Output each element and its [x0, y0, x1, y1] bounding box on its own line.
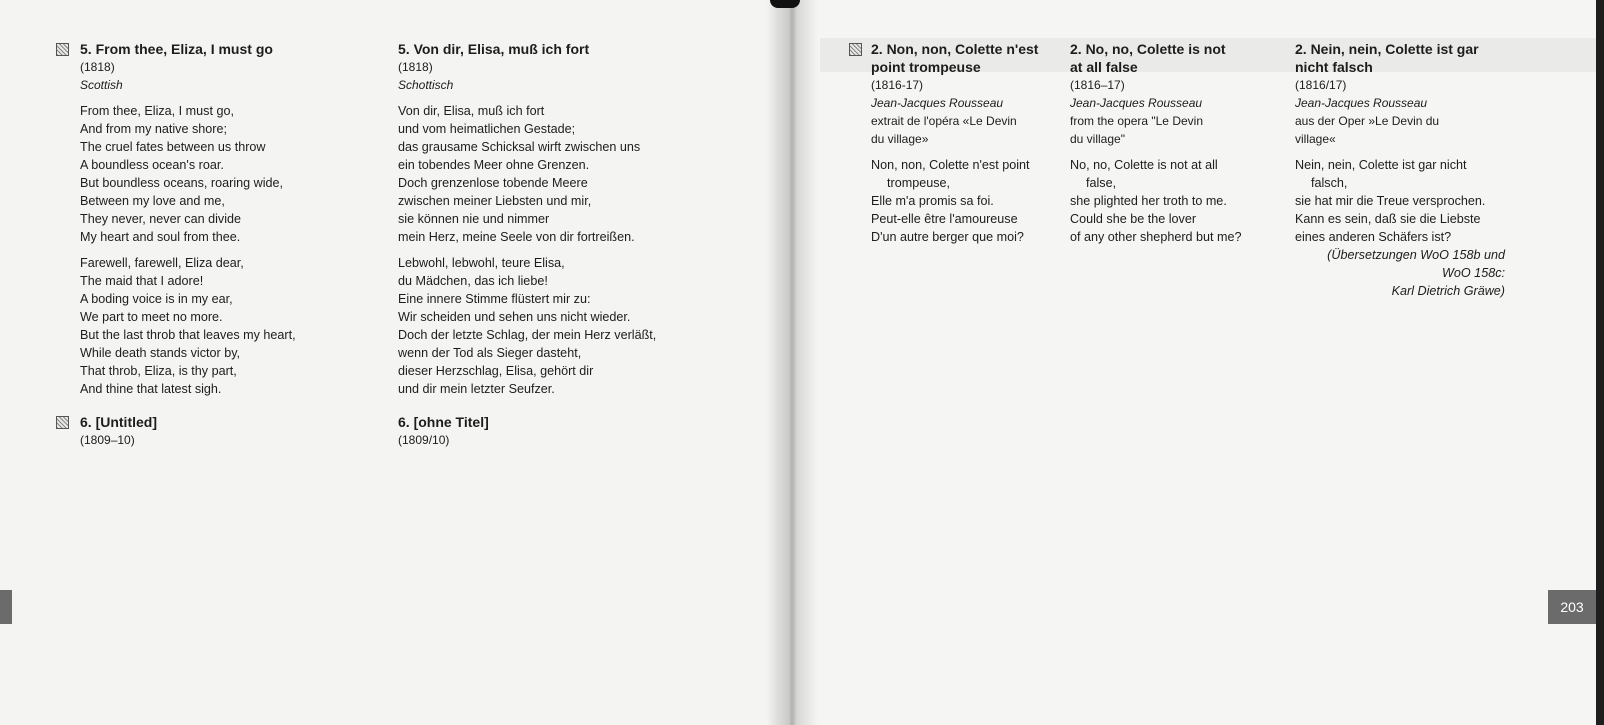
verse-line: My heart and soul from thee. [80, 230, 241, 244]
verse-line: D'un autre berger que moi? [871, 230, 1024, 244]
verse-line: Non, non, Colette n'est point [871, 158, 1030, 172]
verse-line: Could she be the lover [1070, 212, 1197, 226]
song5-year: (1818) [80, 60, 115, 74]
song6-title: 6. [Untitled] [80, 414, 157, 430]
song2-source-en: from the opera "Le Devin [1070, 114, 1203, 128]
song5-title-de: 5. Von dir, Elisa, muß ich fort [398, 41, 590, 57]
song2-year-de: (1816/17) [1295, 78, 1347, 92]
gutter-top-shadow [770, 0, 800, 8]
verse-line: Von dir, Elisa, muß ich fort [398, 104, 545, 118]
song5-type: Scottish [80, 78, 123, 92]
verse-line: The cruel fates between us throw [80, 140, 266, 154]
verse-line: A boding voice is in my ear, [80, 292, 233, 306]
book-gutter [766, 0, 818, 725]
song2-composer-de: Jean-Jacques Rousseau [1295, 96, 1428, 110]
verse-line: From thee, Eliza, I must go, [80, 104, 234, 118]
verse-line: And from my native shore; [80, 122, 227, 136]
verse-line: That throb, Eliza, is thy part, [80, 364, 237, 378]
verse-line: of any other shepherd but me? [1070, 230, 1242, 244]
song2-composer-en: Jean-Jacques Rousseau [1070, 96, 1203, 110]
translation-credit-2: WoO 158c: [1442, 266, 1505, 280]
song5-stanza1 [80, 102, 330, 246]
song2-composer-fr: Jean-Jacques Rousseau [871, 96, 1004, 110]
book-edge [1596, 0, 1604, 725]
verse-line: Lebwohl, lebwohl, teure Elisa, [398, 256, 565, 270]
song5-stanza2 [80, 254, 330, 398]
song5-type-de: Schottisch [398, 78, 454, 92]
verse-line: A boundless ocean's roar. [80, 158, 224, 172]
song5-stanza1-de [398, 102, 688, 246]
verse-line: But the last throb that leaves my heart, [80, 328, 296, 342]
verse-line: das grausame Schicksal wirft zwischen uns [398, 140, 641, 154]
translation-credit-3: Karl Dietrich Gräwe) [1391, 284, 1505, 298]
song5-title: 5. From thee, Eliza, I must go [80, 41, 273, 57]
verse-line: she plighted her troth to me. [1070, 194, 1227, 208]
song2-year-fr: (1816-17) [871, 78, 924, 92]
verse-line: Wir scheiden und sehen uns nicht wieder. [398, 310, 631, 324]
song6-title-de: 6. [ohne Titel] [398, 414, 489, 430]
verse-line: Nein, nein, Colette ist gar nicht [1295, 158, 1467, 172]
song5-german-column [398, 40, 688, 398]
verse-line: eines anderen Schäfers ist? [1295, 230, 1452, 244]
page-number-right: 203 [1548, 590, 1596, 624]
show-through-text-3 [852, 250, 1072, 690]
verse-line: mein Herz, meine Seele von dir fortreißen. [398, 230, 635, 244]
song6-year: (1809–10) [80, 433, 135, 447]
checkbox-icon [56, 43, 69, 56]
song2-title-de-2: nicht falsch [1295, 59, 1373, 75]
verse-line: No, no, Colette is not at all [1070, 158, 1218, 172]
song2-year-en: (1816–17) [1070, 78, 1125, 92]
song2-source-fr: extrait de l'opéra «Le Devin [871, 114, 1017, 128]
verse-line: But boundless oceans, roaring wide, [80, 176, 284, 190]
verse-line: The maid that I adore! [80, 274, 204, 288]
song2-source-de: aus der Oper »Le Devin du [1295, 114, 1440, 128]
verse-line: We part to meet no more. [80, 310, 223, 324]
verse-line: sie können nie und nimmer [398, 212, 550, 226]
show-through-text-4 [1192, 250, 1452, 690]
verse-line: und vom heimatlichen Gestade; [398, 122, 576, 136]
song2-title-en-2: at all false [1070, 59, 1138, 75]
show-through-text-2 [690, 44, 766, 664]
verse-line: ein tobendes Meer ohne Grenzen. [398, 158, 590, 172]
song6-german-column [398, 413, 688, 449]
page-number-left [0, 590, 12, 624]
left-page [0, 0, 792, 725]
translation-credit: (Übersetzungen WoO 158b und [1327, 248, 1505, 262]
checkbox-icon [56, 416, 69, 429]
show-through-text [330, 44, 400, 644]
song2-source-fr-2: du village» [871, 132, 929, 146]
song2-title-fr-2: point trompeuse [871, 59, 981, 75]
song6-year-de: (1809/10) [398, 433, 450, 447]
song5-english-column [80, 40, 330, 398]
checkbox-icon [849, 43, 862, 56]
song5-year-de: (1818) [398, 60, 433, 74]
song2-title-fr: 2. Non, non, Colette n'est [871, 41, 1039, 57]
song2-source-de-2: village« [1295, 132, 1336, 146]
verse-line: du Mädchen, das ich liebe! [398, 274, 548, 288]
song5-stanza2-de [398, 254, 688, 398]
verse-line: falsch, [1311, 176, 1348, 190]
verse-line: sie hat mir die Treue versprochen. [1295, 194, 1486, 208]
verse-line: Between my love and me, [80, 194, 225, 208]
verse-line: Doch grenzenlose tobende Meere [398, 176, 588, 190]
song2-french-column [871, 40, 1071, 246]
verse-line: false, [1086, 176, 1117, 190]
song2-german-column [1295, 40, 1505, 300]
song6-english-column [80, 413, 330, 449]
verse-line: Elle m'a promis sa foi. [871, 194, 994, 208]
verse-line: trompeuse, [887, 176, 950, 190]
verse-line: wenn der Tod als Sieger dasteht, [398, 346, 582, 360]
verse-line: Eine innere Stimme flüstert mir zu: [398, 292, 591, 306]
verse-line: Peut-elle être l'amoureuse [871, 212, 1018, 226]
verse-line: dieser Herzschlag, Elisa, gehört dir [398, 364, 594, 378]
verse-line: And thine that latest sigh. [80, 382, 222, 396]
verse-line: zwischen meiner Liebsten und mir, [398, 194, 592, 208]
song2-title-de: 2. Nein, nein, Colette ist gar [1295, 41, 1479, 57]
verse-line: Kann es sein, daß sie die Liebste [1295, 212, 1481, 226]
song2-title-en: 2. No, no, Colette is not [1070, 41, 1226, 57]
verse-line: und dir mein letzter Seufzer. [398, 382, 555, 396]
song2-english-column [1070, 40, 1280, 246]
verse-line: While death stands victor by, [80, 346, 241, 360]
verse-line: Farewell, farewell, Eliza dear, [80, 256, 244, 270]
song2-source-en-2: du village" [1070, 132, 1125, 146]
verse-line: They never, never can divide [80, 212, 242, 226]
verse-line: Doch der letzte Schlag, der mein Herz verläßt, [398, 328, 657, 342]
